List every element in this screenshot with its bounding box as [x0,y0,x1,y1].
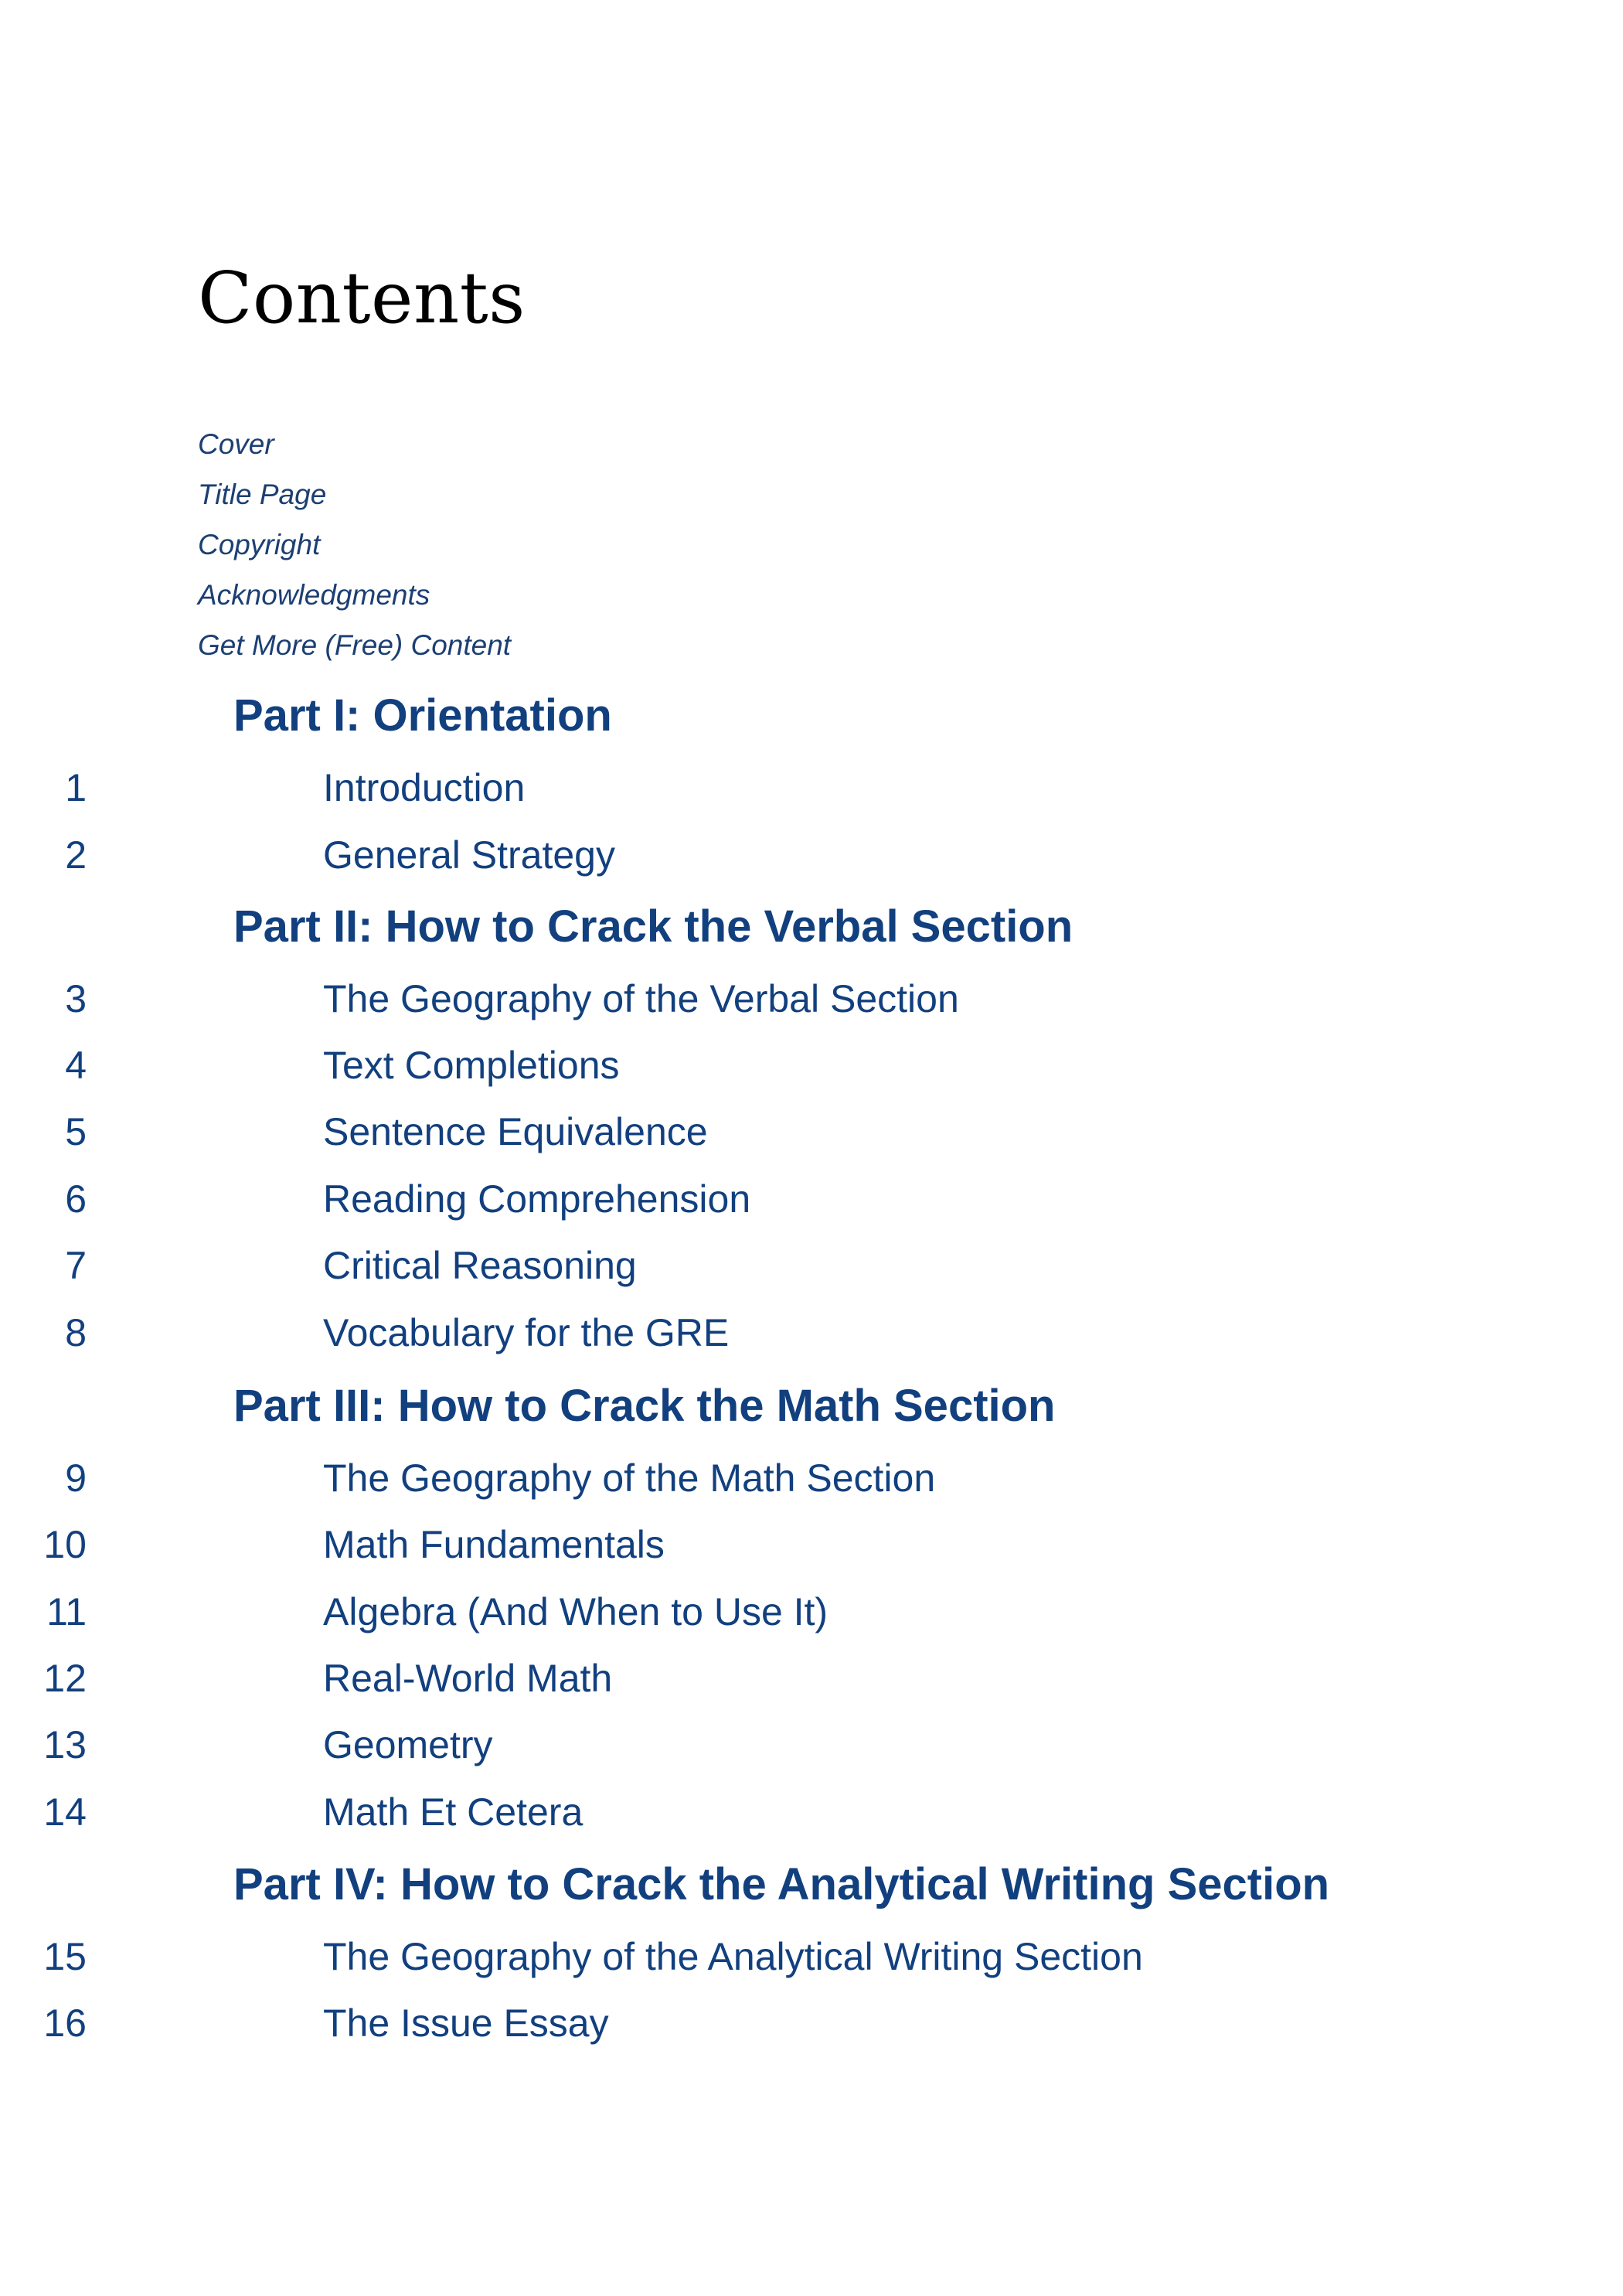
chapter-number: 8 [65,1311,87,1354]
toc-link-cover[interactable]: Cover [198,428,274,460]
chapter-number: 13 [43,1723,87,1766]
chapter-title: Text Completions [323,1044,620,1087]
chapter-title: Sentence Equivalence [323,1110,708,1153]
chapter-title: Vocabulary for the GRE [323,1311,730,1354]
chapter-number: 7 [65,1244,87,1287]
chapter-number: 9 [65,1456,87,1500]
chapter-number: 3 [65,977,87,1020]
chapter-title: Algebra (And When to Use It) [323,1590,829,1633]
chapter-title: Introduction [323,766,526,809]
toc-link-acknowledgments[interactable]: Acknowledgments [198,579,430,611]
chapter-title: The Geography of the Verbal Section [323,977,959,1020]
chapter-title: Math Et Cetera [323,1790,584,1834]
chapter-number: 14 [43,1790,87,1834]
chapter-number: 10 [43,1523,87,1566]
chapter-number: 4 [65,1044,87,1087]
chapter-title: The Geography of the Math Section [323,1456,936,1500]
chapter-title: Real-World Math [323,1657,613,1700]
chapter-title: Geometry [323,1723,493,1766]
chapter-number: 16 [43,2001,87,2045]
chapter-number: 11 [46,1590,87,1633]
page-title: Contents [198,257,526,339]
toc-part-1[interactable]: Part I: Orientation [233,690,612,741]
chapter-title: General Strategy [323,833,615,877]
toc-link-get-more-content[interactable]: Get More (Free) Content [198,629,512,661]
toc-link-copyright[interactable]: Copyright [198,529,321,560]
chapter-number: 15 [43,1935,87,1978]
chapter-number: 2 [65,833,87,877]
chapter-number: 1 [65,766,87,809]
chapter-title: Critical Reasoning [323,1244,637,1287]
chapter-number: 5 [65,1110,87,1153]
chapter-title: The Geography of the Analytical Writing Section [323,1935,1143,1978]
toc-part-4[interactable]: Part IV: How to Crack the Analytical Writing Section [233,1859,1330,1909]
chapter-number: 12 [43,1657,87,1700]
chapter-title: Math Fundamentals [323,1523,665,1566]
chapter-title: Reading Comprehension [323,1177,751,1221]
chapter-title: The Issue Essay [323,2001,609,2045]
toc-link-title-page[interactable]: Title Page [198,479,327,510]
chapter-number: 6 [65,1177,87,1221]
toc-part-3[interactable]: Part III: How to Crack the Math Section [233,1381,1056,1431]
toc-part-2[interactable]: Part II: How to Crack the Verbal Section [233,901,1073,952]
